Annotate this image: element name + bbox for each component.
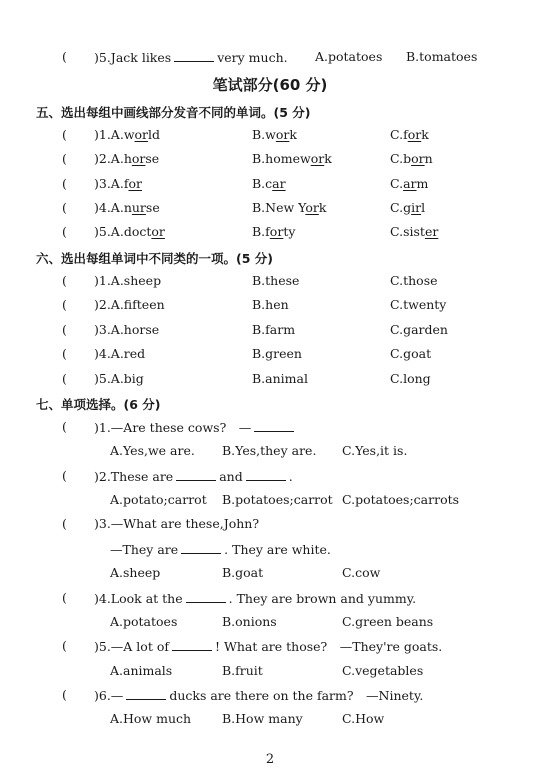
- answer-paren: (: [62, 468, 67, 483]
- question-stem: )4.Look at the . They are brown and yummy.: [94, 591, 417, 606]
- section-heading-5: 五、选出每组中画线部分发音不同的单词。(5 分): [36, 105, 311, 120]
- question-stem: )5.Jack likes very much.: [94, 50, 288, 65]
- option-a: )2.A.fifteen: [94, 297, 165, 312]
- answer-blank: [174, 49, 214, 62]
- option-b: B.animal: [252, 371, 308, 386]
- option-b: B.tomatoes: [406, 49, 478, 64]
- answer-paren: (: [62, 297, 67, 312]
- answer-blank: [172, 638, 212, 651]
- option-b: B.New York: [252, 200, 327, 215]
- option-c: C.green beans: [342, 614, 434, 629]
- option-c: C.potatoes;carrots: [342, 492, 460, 507]
- option-b: B.green: [252, 346, 302, 361]
- option-b: B.hen: [252, 297, 289, 312]
- option-a: )2.A.horse: [94, 151, 160, 166]
- answer-paren: (: [62, 371, 67, 386]
- option-a: )4.A.red: [94, 346, 146, 361]
- answer-blank: [176, 468, 216, 481]
- answer-blank: [246, 468, 286, 481]
- option-a: )1.A.sheep: [94, 273, 162, 288]
- answer-paren: (: [62, 49, 67, 64]
- answer-paren: (: [62, 322, 67, 337]
- option-b: B.How many: [222, 711, 303, 726]
- option-c: C.cow: [342, 565, 381, 580]
- answer-paren: (: [62, 200, 67, 215]
- option-c: C.long: [390, 371, 431, 386]
- answer-blank: [254, 419, 294, 432]
- option-c: C.sister: [390, 224, 439, 239]
- option-b: B.work: [252, 127, 297, 142]
- option-c: C.How: [342, 711, 385, 726]
- option-b: B.car: [252, 176, 286, 191]
- answer-blank: [186, 590, 226, 603]
- answer-paren: (: [62, 516, 67, 531]
- option-b: B.these: [252, 273, 300, 288]
- option-c: C.fork: [390, 127, 429, 142]
- question-stem: )6.— ducks are there on the farm? —Ninety.: [94, 688, 424, 703]
- option-b: B.goat: [222, 565, 264, 580]
- option-b: B.farm: [252, 322, 296, 337]
- option-c: C.arm: [390, 176, 429, 191]
- answer-paren: (: [62, 273, 67, 288]
- option-a: A.sheep: [110, 565, 161, 580]
- option-a: )1.A.world: [94, 127, 161, 142]
- section-title: 笔试部分(60 分): [212, 76, 328, 94]
- option-c: C.garden: [390, 322, 448, 337]
- option-a: )4.A.nurse: [94, 200, 160, 215]
- option-b: B.onions: [222, 614, 277, 629]
- answer-paren: (: [62, 127, 67, 142]
- answer-blank: [181, 541, 221, 554]
- option-b: B.forty: [252, 224, 296, 239]
- option-a: A.potato;carrot: [110, 492, 207, 507]
- option-b: B.Yes,they are.: [222, 443, 317, 458]
- option-a: )5.A.big: [94, 371, 144, 386]
- option-c: C.girl: [390, 200, 426, 215]
- question-stem: )3.—What are these,John?: [94, 516, 260, 531]
- option-c: C.those: [390, 273, 438, 288]
- option-b: B.potatoes;carrot: [222, 492, 333, 507]
- question-stem: )1.—Are these cows? —: [94, 419, 297, 436]
- answer-paren: (: [62, 224, 67, 239]
- answer-paren: (: [62, 590, 67, 605]
- option-c: C.vegetables: [342, 663, 424, 678]
- answer-blank: [126, 687, 166, 700]
- answer-paren: (: [62, 176, 67, 191]
- answer-paren: (: [62, 419, 67, 434]
- option-a: )5.A.doctor: [94, 224, 165, 239]
- option-a: A.How much: [110, 711, 192, 726]
- question-stem: —They are . They are white.: [110, 542, 331, 557]
- option-c: C.goat: [390, 346, 432, 361]
- answer-paren: (: [62, 346, 67, 361]
- option-a: A.potatoes: [110, 614, 178, 629]
- answer-paren: (: [62, 687, 67, 702]
- option-a: A.potatoes: [315, 49, 383, 64]
- question-stem: )2.These are and .: [94, 469, 293, 484]
- section-heading-7: 七、单项选择。(6 分): [36, 397, 161, 412]
- page-number: 2: [265, 752, 275, 767]
- option-a: A.Yes,we are.: [110, 443, 195, 458]
- option-b: B.homework: [252, 151, 332, 166]
- option-b: B.fruit: [222, 663, 263, 678]
- option-c: C.Yes,it is.: [342, 443, 408, 458]
- answer-paren: (: [62, 151, 67, 166]
- section-heading-6: 六、选出每组单词中不同类的一项。(5 分): [36, 251, 273, 266]
- option-a: )3.A.for: [94, 176, 142, 191]
- option-c: C.twenty: [390, 297, 447, 312]
- option-a: )3.A.horse: [94, 322, 160, 337]
- question-stem: )5.—A lot of ! What are those? —They're goats.: [94, 639, 443, 654]
- answer-paren: (: [62, 638, 67, 653]
- option-c: C.born: [390, 151, 433, 166]
- option-a: A.animals: [110, 663, 173, 678]
